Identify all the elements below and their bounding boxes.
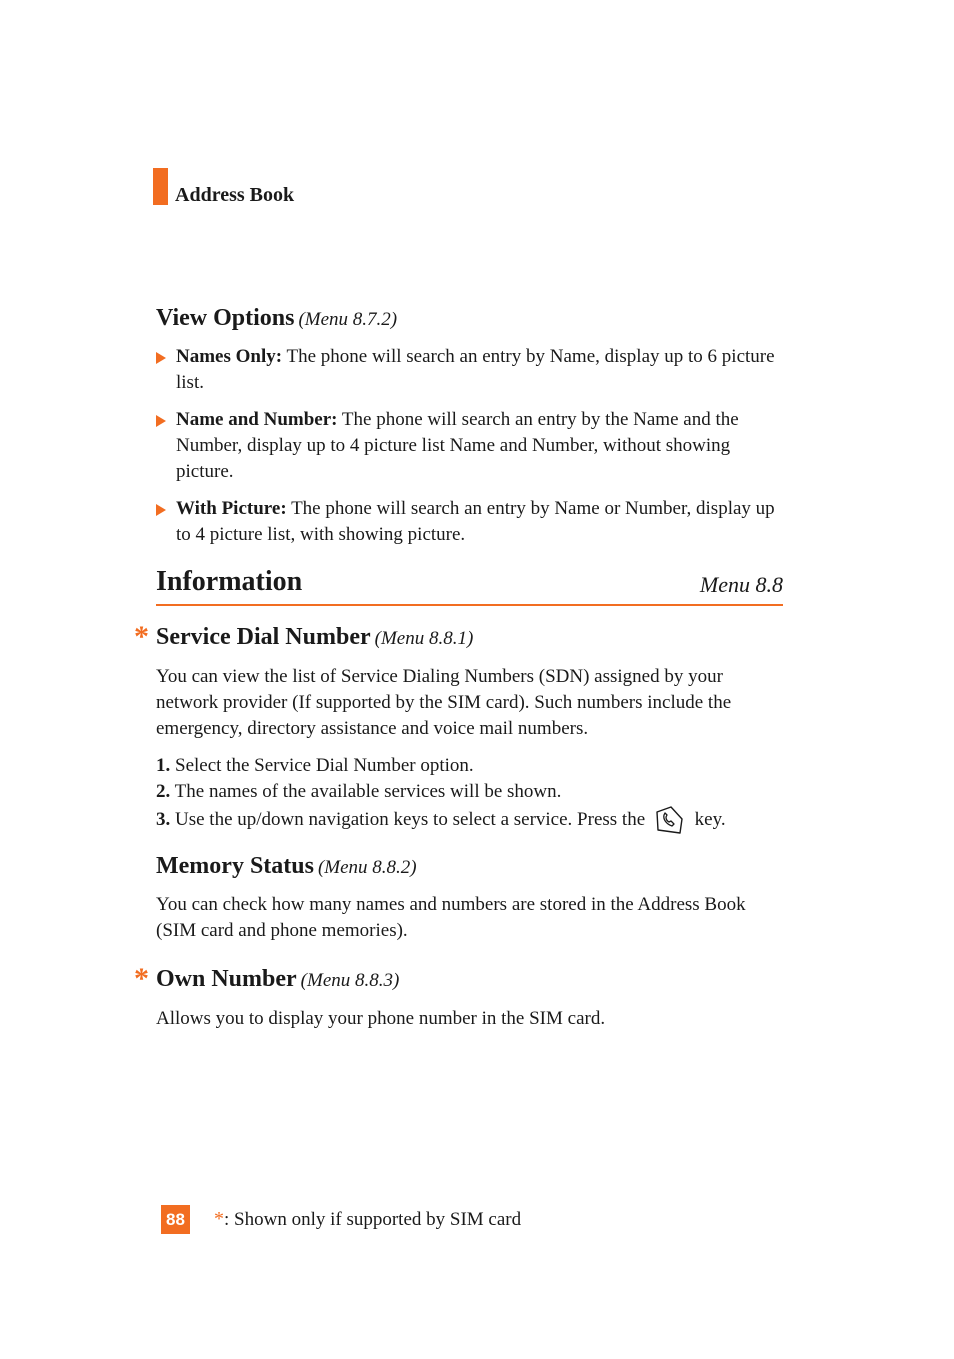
view-options-title: View Options (156, 305, 295, 331)
information-menu-ref: Menu 8.8 (699, 572, 783, 597)
triangle-bullet-icon (156, 415, 166, 427)
list-item (156, 344, 781, 396)
step-text: Use the up/down navigation keys to select a service. Press the (170, 809, 646, 830)
view-options-item (156, 344, 781, 396)
item-text: The phone will search an entry by Name or Number, display up to 4 picture list, with showing picture. (176, 498, 775, 545)
list-item (156, 407, 781, 485)
step-number: 3. (156, 809, 171, 830)
memory-status-heading (156, 853, 796, 880)
view-options-menu-ref: (Menu 8.7.2) (298, 309, 398, 330)
memory-status-menu-ref: (Menu 8.8.2) (317, 857, 417, 878)
item-label: Name and Number: (176, 409, 338, 430)
item-label: Names Only: (176, 346, 283, 367)
own-number-menu-ref: (Menu 8.8.3) (300, 970, 400, 991)
list-item (156, 496, 781, 548)
step-item (156, 753, 796, 779)
service-dial-heading (156, 624, 796, 651)
step-item (156, 805, 796, 835)
own-number-title: Own Number (156, 966, 297, 992)
sim-star-icon: * (134, 620, 149, 653)
sim-star-icon: * (134, 962, 149, 995)
footnote-text: : Shown only if supported by SIM card (224, 1209, 522, 1230)
service-dial-menu-ref: (Menu 8.8.1) (374, 628, 474, 649)
item-text: The phone will search an entry by Name, display up to 6 picture list. (176, 346, 775, 393)
memory-status-title: Memory Status (156, 853, 314, 879)
footnote-star-icon: * (214, 1208, 224, 1230)
service-dial-steps (156, 753, 796, 835)
step-text-after: key. (694, 809, 726, 830)
service-dial-title: Service Dial Number (156, 624, 371, 650)
view-options-item (156, 407, 781, 485)
step-text: The names of the available services will be shown. (170, 781, 562, 802)
own-number-heading (156, 966, 796, 993)
step-number: 2. (156, 781, 171, 802)
information-title: Information (156, 566, 303, 597)
information-section-heading (156, 566, 783, 606)
send-key-icon (654, 805, 684, 835)
memory-status-body: You can check how many names and numbers are stored in the Address Book (SIM card and phone memories). (156, 894, 746, 941)
header-title: Address Book (175, 184, 295, 206)
step-text: Select the Service Dial Number option. (170, 755, 474, 776)
header-accent-bar (153, 168, 168, 205)
triangle-bullet-icon (156, 352, 166, 364)
item-label: With Picture: (176, 498, 287, 519)
step-item (156, 779, 796, 805)
own-number-body: Allows you to display your phone number in the SIM card. (156, 1008, 606, 1029)
view-options-heading (156, 305, 796, 332)
service-dial-body: You can view the list of Service Dialing Numbers (SDN) assigned by your network provider (If supported by the SIM card). Such numbers include the emergency, directory assistance and voice mail numbers. (156, 666, 732, 739)
step-number: 1. (156, 755, 171, 776)
item-text: The phone will search an entry by the Name and the Number, display up to 4 picture list Name and Number, without showing picture. (176, 409, 739, 482)
view-options-item (156, 496, 781, 548)
footnote (214, 1208, 521, 1231)
page-number-badge: 88 (161, 1205, 190, 1234)
triangle-bullet-icon (156, 504, 166, 516)
